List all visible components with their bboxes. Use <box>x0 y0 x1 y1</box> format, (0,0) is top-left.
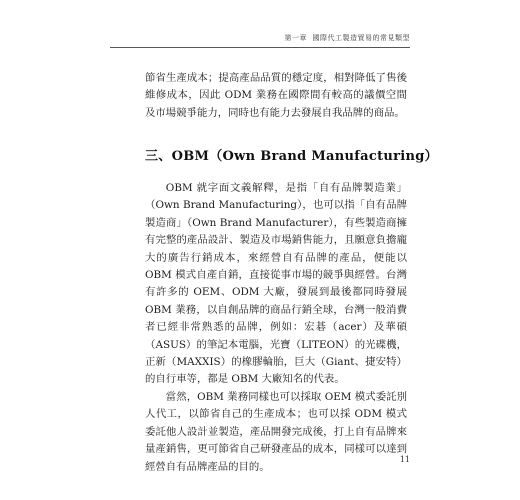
header-chapter: 第一章 <box>284 34 308 42</box>
paragraph-continued: 節省生產成本；提高產品品質的穩定度，相對降低了售後維修成本，因此 ODM 業務在國際間有較高的議價空間及市場競爭能力，同時也有能力去發展自我品牌的商品。 <box>145 72 407 119</box>
paragraph-obm-definition: OBM 就字面文義解釋，是指「自有品牌製造業」（Own Brand Manufacturing），也可以指「自有品牌製造商」（Own Brand Manufacturer），有些製造商擁有完整的產品設計、製造及市場銷售能力，且願意負擔龐大的廣告行銷成本，來經營自有品牌的產品，便能以 OBM 模式自產自銷，直接從事市場的競爭與經營。台灣有許多的 OEM、ODM 大廠，發展到最後都同時發展 OBM 業務，以自創品牌的商品行銷全球，台灣一般消費者已經非常熟悉的品牌，例如：宏碁（acer）及華碩（ASUS）的筆記本電腦，光寶（LITEON）的光碟機，正新（MAXXIS）的橡膠輪胎，巨大（Giant、捷安特）的自行車等，都是 OBM 大廠知名的代表。 <box>145 182 407 386</box>
page-number: 11 <box>399 455 410 464</box>
running-header <box>110 33 410 43</box>
header-rule <box>110 47 410 48</box>
section-heading: 三、OBM（Own Brand Manufacturing） <box>145 149 438 164</box>
paragraph-obm-outsourcing: 當然，OBM 業務同樣也可以採取 OEM 模式委託別人代工，以節省自己的生產成本；也可以採 ODM 模式委託他人設計並製造，產品開發完成後，打上自有品牌來量產銷售，更可節省自己研發產品的成本，同樣可以達到經營自有品牌產品的目的。 <box>145 390 407 473</box>
header-chapter-title: 國際代工製造貿易的常見類型 <box>312 34 410 42</box>
body-text-top <box>145 70 407 122</box>
body-text-obm <box>145 180 407 476</box>
